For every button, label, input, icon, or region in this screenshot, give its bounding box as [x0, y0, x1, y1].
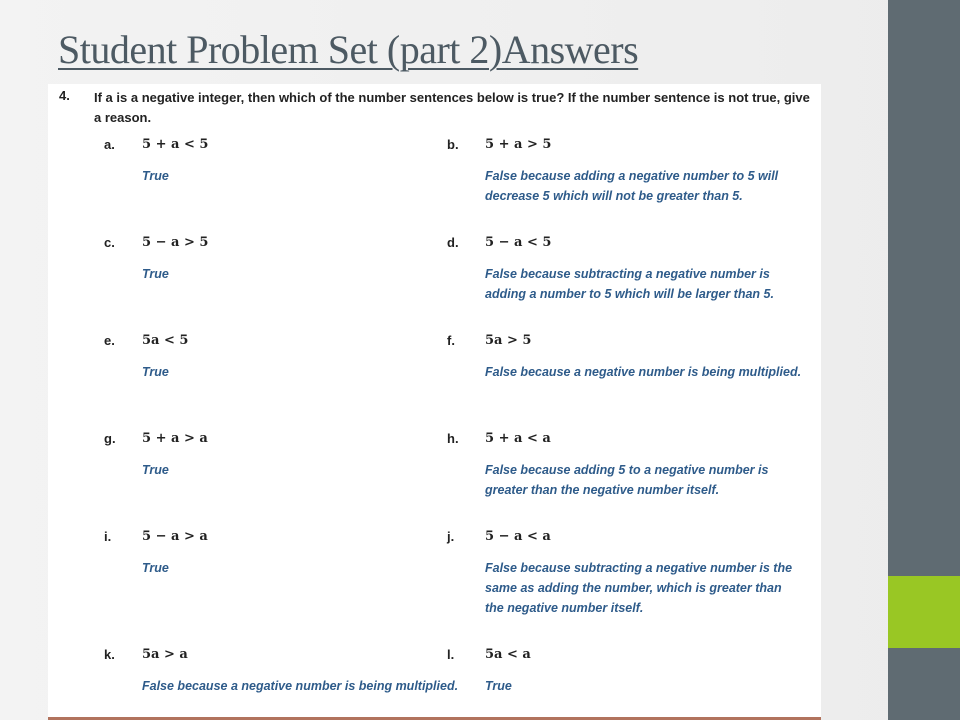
item-answer: True [142, 169, 169, 183]
item-label: b. [447, 137, 459, 152]
item-expression: 5a > 5 [485, 333, 532, 348]
item-answer: False because subtracting a negative number is adding a number to 5 which will be larger than 5. [485, 267, 774, 301]
problem-prompt: If a is a negative integer, then which of the number sentences below is true? If the number sentence is not true, give a reason. [94, 90, 810, 125]
item-expression: 5 − a > a [142, 529, 208, 544]
item-answer: False because adding 5 to a negative number is greater than the negative number itself. [485, 463, 769, 497]
item-expression: 5 + a < a [485, 431, 551, 446]
item-answer: False because a negative number is being multiplied. [142, 679, 459, 693]
item-answer: False because adding a negative number to 5 will decrease 5 which will not be greater than 5. [485, 169, 779, 203]
item-label: g. [104, 431, 116, 446]
item-expression: 5 − a < a [485, 529, 551, 544]
slide-title: Student Problem Set (part 2)Answers [58, 27, 639, 72]
item-expression: 5 + a > a [142, 431, 208, 446]
problem-sheet [48, 84, 821, 720]
item-label: c. [104, 235, 115, 250]
item-expression: 5 − a > 5 [142, 235, 209, 250]
item-label: j. [447, 529, 455, 544]
item-answer: True [142, 365, 169, 379]
item-expression: 5 + a > 5 [485, 137, 552, 152]
slide-sidebar [888, 0, 960, 720]
item-expression: 5 − a < 5 [485, 235, 552, 250]
item-expression: 5a < a [485, 647, 531, 662]
problem-number: 4. [59, 88, 70, 103]
item-expression: 5a < 5 [142, 333, 189, 348]
item-answer: False because a negative number is being multiplied. [485, 365, 802, 379]
item-expression: 5 + a < 5 [142, 137, 209, 152]
item-expression: 5a > a [142, 647, 188, 662]
item-answer: True [485, 679, 512, 693]
item-answer: True [142, 267, 169, 281]
item-answer: True [142, 561, 169, 575]
item-label: l. [447, 647, 455, 662]
item-label: f. [447, 333, 455, 348]
sidebar-accent-block [888, 576, 960, 648]
item-answer: True [142, 463, 169, 477]
item-label: i. [104, 529, 112, 544]
item-label: a. [104, 137, 115, 152]
item-label: e. [104, 333, 115, 348]
item-label: k. [104, 647, 115, 662]
item-label: h. [447, 431, 459, 446]
item-label: d. [447, 235, 459, 250]
item-answer: False because subtracting a negative number is the same as adding the number, which is greater than the negative number itself. [485, 561, 793, 615]
